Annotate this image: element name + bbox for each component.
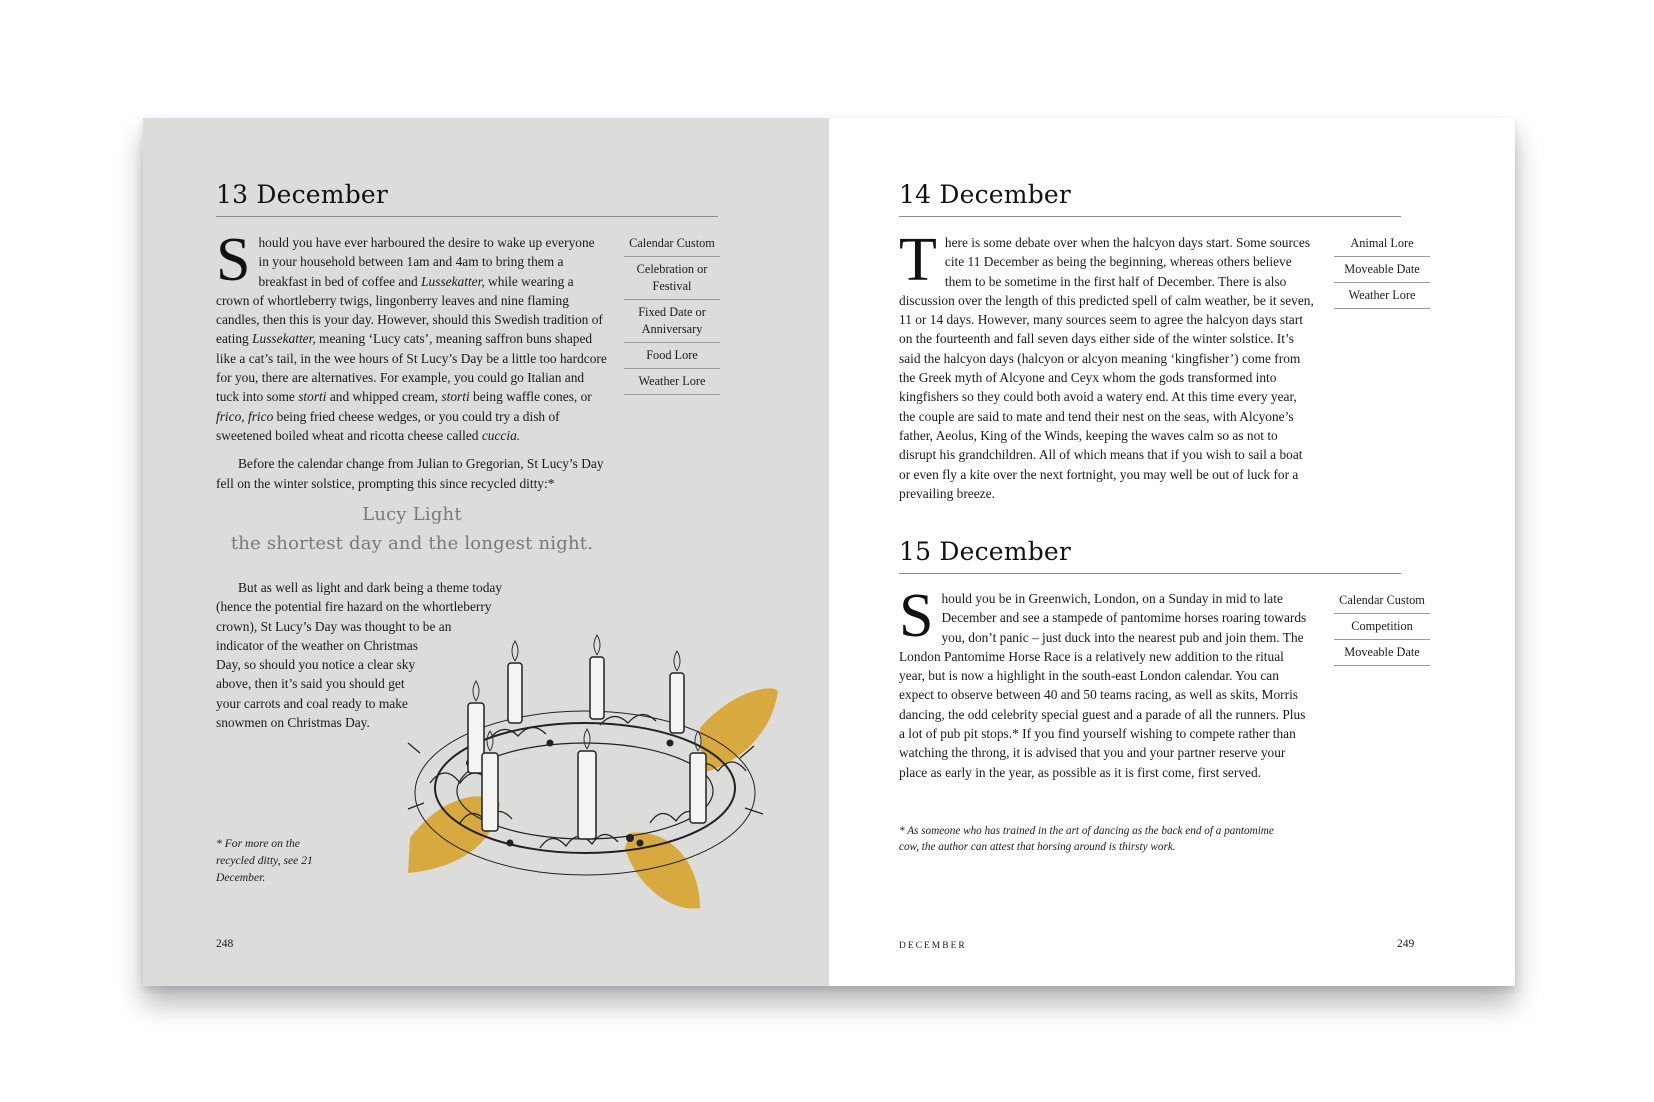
- tag-moveable-date: Moveable Date: [1334, 640, 1430, 666]
- italic-run: Lussekatter,: [421, 273, 485, 289]
- tag-celebration-or-festival: Celebration or Festival: [624, 257, 720, 300]
- quote-line-1: Lucy Light: [362, 504, 462, 525]
- entry-13-december-body: [216, 226, 608, 493]
- italic-run: cuccia.: [481, 427, 521, 443]
- italic-run: storti: [298, 389, 327, 405]
- advent-wreath-illustration: [400, 633, 780, 923]
- quote-line-2: the shortest day and the longest night.: [230, 533, 594, 554]
- italic-run: Lussekatter,: [252, 331, 316, 347]
- left-page: [143, 118, 829, 986]
- page-number-right: 249: [1397, 938, 1415, 950]
- tag-list-14-december: [1334, 231, 1430, 309]
- text-run: while wearing a crown of whortleberry twigs, lingonberry leaves and nine flaming candles, then this is your day. However, should this Swedish tradition of eating: [216, 273, 603, 347]
- heading-15-december: 15 December: [899, 537, 1072, 566]
- tag-fixed-date-or-anniversary: Fixed Date or Anniversary: [624, 300, 720, 343]
- text-run: meaning ‘Lucy cats’, meaning saffron buns shaped like a cat’s tail, in the wee hours of St Lucy’s Day be a little too hardcore for you, there are alternatives. For example, you could go Italian and tuck into some: [216, 331, 607, 405]
- text-run: and whipped cream,: [326, 389, 442, 405]
- italic-run: frico, frico: [216, 408, 274, 424]
- paragraph-3: But as well as light and dark being a theme today (hence the potential fire hazard on the whortleberry crown), St Lucy’s Day was thought to be an indicator of the weather on Christmas Day, so should you notice a clear sky above, then it’s said you should get your carrots and coal ready to make snowmen on Christmas Day.: [216, 580, 503, 731]
- tag-calendar-custom: Calendar Custom: [624, 231, 720, 257]
- entry-15-december-body: [899, 582, 1309, 782]
- drop-cap: S: [899, 582, 934, 650]
- text-run: hould you be in Greenwich, London, on a Sunday in mid to late December and see a stampede of pantomime horses roaring towards you, don’t panic – just duck into the nearest pub and join them. The London Pantomime Horse Race is a relatively new addition to the ritual year, but is now a highlight in the south-east London calendar. You can expect to observe between 40 and 50 teams racing, as well as skits, Morris dancing, the odd celebrity special guest and a parade of all the runners. Plus a lot of pub pit stops.* If you find yourself wishing to compete rather than watching the throng, it is advised that you and your partner reserve your place as early in the year, as possible as it is first come, first served.: [899, 591, 1307, 780]
- running-head: DECEMBER: [899, 941, 967, 951]
- page-number-left: 248: [216, 938, 234, 950]
- tag-weather-lore: Weather Lore: [1334, 283, 1430, 309]
- text-run: hould you have ever harboured the desire to wake up everyone in your household between 1am and 4am to bring them a breakfast in bed of coffee and: [258, 235, 595, 289]
- gold-leaf-top-right: [700, 688, 778, 773]
- tag-animal-lore: Animal Lore: [1334, 231, 1430, 257]
- tag-food-lore: Food Lore: [624, 343, 720, 369]
- heading-rule: [899, 573, 1401, 574]
- text-run: being waffle cones, or: [469, 389, 592, 405]
- footnote-pantomime: * As someone who has trained in the art of dancing as the back end of a pantomime cow, the author can attest that horsing around is thirsty work.: [899, 825, 1274, 853]
- heading-rule: [899, 216, 1401, 217]
- text-run: here is some debate over when the halcyon days start. Some sources cite 11 December as being the beginning, whereas others believe them to be sometime in the first half of December. There is also discussion over the length of this predicted spell of calm weather, be it seven, 11 or 14 days. However, many sources seem to agree the halcyon days start on the fourteenth and fall seven days either side of the winter solstice. It’s said the halcyon days (halcyon or alcyon meaning ‘kingfisher’) come from the Greek myth of Alcyone and Ceyx whom the gods transformed into kingfishers so they could both avoid a watery end. At this time every year, the couple are said to mate and tend their nest on the seas, with Alcyone’s father, Aeolus, King of the Winds, keeping the waves calm so as not to disrupt his grandchildren. All of which means that if you wish to sail a boat or even fly a kite over the next fortnight, you may well be out of luck for a prevailing breeze.: [899, 235, 1314, 501]
- drop-cap: S: [216, 226, 251, 294]
- heading-13-december: 13 December: [216, 180, 389, 209]
- text-run: being fried cheese wedges, or you could try a dish of sweetened boiled wheat and ricotta cheese called: [216, 408, 560, 443]
- footnote-ditty: * For more on the recycled ditty, see 21 December.: [216, 837, 313, 884]
- right-page: [829, 118, 1515, 986]
- paragraph-15-december: [899, 582, 1309, 782]
- entry-14-december-body: [899, 226, 1315, 503]
- heading-rule: [216, 216, 718, 217]
- drop-cap: T: [899, 226, 937, 294]
- heading-14-december: 14 December: [899, 180, 1072, 209]
- tag-list-13-december: [624, 231, 720, 395]
- tag-weather-lore: Weather Lore: [624, 369, 720, 395]
- pull-quote: [216, 500, 608, 558]
- paragraph-2: Before the calendar change from Julian to Gregorian, St Lucy’s Day fell on the winter solstice, prompting this since recycled ditty:*: [216, 456, 604, 491]
- book-spread: [143, 118, 1515, 986]
- tag-list-15-december: [1334, 588, 1430, 666]
- italic-run: storti: [441, 389, 470, 405]
- tag-calendar-custom: Calendar Custom: [1334, 588, 1430, 614]
- tag-moveable-date: Moveable Date: [1334, 257, 1430, 283]
- paragraph-1: [216, 226, 608, 445]
- tag-competition: Competition: [1334, 614, 1430, 640]
- paragraph-14-december: [899, 226, 1315, 503]
